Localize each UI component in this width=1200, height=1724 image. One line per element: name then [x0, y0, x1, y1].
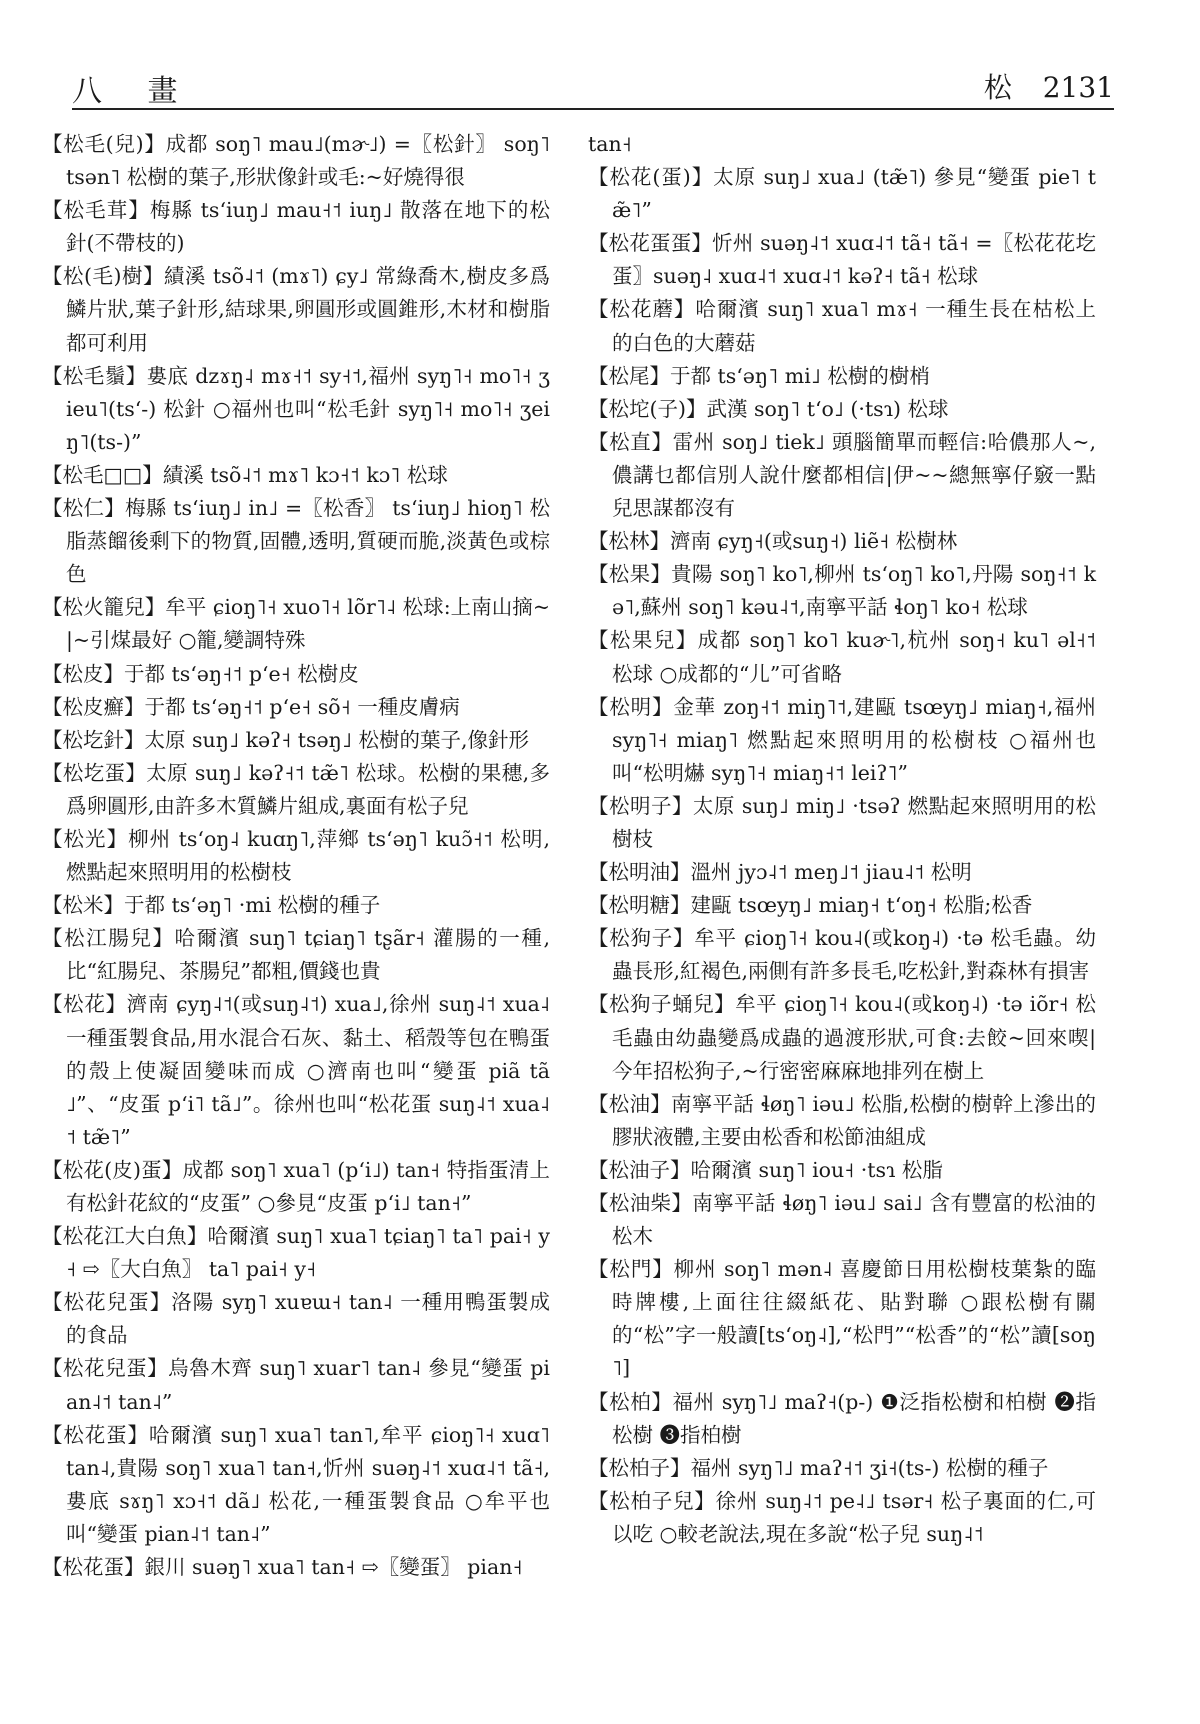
dictionary-entry: 【松果】貴陽 soŋ˥ ko˥,柳州 tsʻoŋ˥ ko˥,丹陽 soŋ˧˦ kə˥,蘇州 soŋ˥ kəu˨˦,南寧平話 ɬoŋ˥ ko˧ 松球: [588, 562, 1096, 620]
headword: 松: [983, 71, 1012, 104]
dictionary-entry: 【松圪針】太原 suŋ˩ kəʔ˧ tsəŋ˩ 松樹的葉子,像針形: [42, 727, 529, 752]
dictionary-entry: 【松明糖】建甌 tsœyŋ˩ miaŋ˧ tʻoŋ˧ 松脂;松香: [588, 893, 1033, 918]
dictionary-entry: 【松米】于都 tsʻəŋ˥ ·mi 松樹的種子: [42, 893, 381, 918]
dictionary-entry: 【松仁】梅縣 tsʻiuŋ˩ in˩ =〖松香〗 tsʻiuŋ˩ hioŋ˥ 松脂蒸餾後剩下的物質,固體,透明,質硬而脆,淡黃色或棕色: [42, 496, 550, 587]
left-column: [42, 128, 550, 1584]
dictionary-entry: 【松毛鬚】婁底 dzɤŋ˨ mɤ˧˦ sy˧˦,福州 syŋ˥˧ mo˥˧ ʒieu˥(tsʻ-) 松針 ○福州也叫“松毛針 syŋ˥˧ mo˥˧ ʒeiŋ˥(ts-)”: [42, 363, 550, 454]
right-column: [588, 128, 1096, 1551]
dictionary-entry: 【松花蛋】哈爾濱 suŋ˥ xua˥ tan˥,牟平 ɕioŋ˥˧ xuɑ˥ tan˨,貴陽 soŋ˥ xua˥ tan˧,忻州 suəŋ˨˦ xuɑ˨˦ tã˧,婁底 sɤŋ˥ xɔ˧˦ dã˩ 松花,一種蛋製食品 ○牟平也叫“變蛋 pian˨˦ tan˨”: [42, 1422, 550, 1546]
dictionary-entry: 【松花蛋】銀川 suəŋ˥ xua˥ tan˧ ⇨〖變蛋〗 pian˧: [42, 1555, 523, 1580]
dictionary-entry: 【松油柴】南寧平話 ɬøŋ˥ iəu˩ sai˩ 含有豐富的松油的松木: [588, 1191, 1096, 1249]
dictionary-entry: 【松皮癬】于都 tsʻəŋ˧˦ pʻe˧ sõ˧ 一種皮膚病: [42, 694, 460, 719]
dictionary-entry: tan˧: [588, 132, 632, 156]
dictionary-entry: 【松明子】太原 suŋ˩ miŋ˩ ·tsəʔ 燃點起來照明用的松樹枝: [588, 793, 1096, 851]
dictionary-entry: 【松花蘑】哈爾濱 suŋ˥ xua˥ mɤ˧ 一種生長在枯松上的白色的大蘑菇: [588, 297, 1096, 355]
dictionary-entry: 【松林】濟南 ɕyŋ˧(或suŋ˧) liẽ˧ 松樹林: [588, 529, 958, 554]
page-number: 2131: [1042, 71, 1114, 104]
dictionary-entry: 【松狗子蛹兒】牟平 ɕioŋ˥˧ kou˨(或koŋ˨) ·tə iõr˧ 松毛蟲由幼蟲變爲成蟲的過渡形狀,可食:去餃~回來喫|今年招松狗子,~行密密麻麻地排列在樹上: [588, 992, 1096, 1083]
dictionary-entry: 【松柏子】福州 syŋ˥˩ maʔ˧˦ ʒi˧(ts-) 松樹的種子: [588, 1455, 1049, 1480]
page-header: [72, 56, 1114, 110]
dictionary-entry: 【松油】南寧平話 ɬøŋ˥ iəu˩ 松脂,松樹的樹幹上滲出的膠狀液體,主要由松香和松節油組成: [588, 1091, 1096, 1149]
dictionary-entry: 【松花江大白魚】哈爾濱 suŋ˥ xua˥ tɕiaŋ˥ ta˥ pai˧ y˧ ⇨〖大白魚〗 ta˥ pai˧ y˧: [42, 1224, 550, 1282]
dictionary-entry: 【松花蛋蛋】忻州 suəŋ˨˦ xuɑ˨˦ tã˧ tã˧ =〖松花花圪蛋〗suəŋ˨ xuɑ˨˦ xuɑ˨˦ kəʔ˧ tã˧ 松球: [588, 231, 1096, 289]
dictionary-entry: 【松明油】溫州 jyɔ˨˦ meŋ˩˦ jiau˨˦ 松明: [588, 860, 972, 885]
dictionary-entry: 【松柏子兒】徐州 suŋ˨˦ pe˨˩ tsər˧ 松子裏面的仁,可以吃 ○較老說法,現在多說“松子兒 suŋ˨˦: [588, 1488, 1096, 1546]
dictionary-entry: 【松花(皮)蛋】成都 soŋ˥ xua˥ (pʻi˩) tan˧ 特指蛋清上有松針花紋的“皮蛋” ○參見“皮蛋 pʻi˩ tan˧”: [42, 1157, 550, 1215]
dictionary-entry: 【松毛茸】梅縣 tsʻiuŋ˩ mau˧˦ iuŋ˩ 散落在地下的松針(不帶枝的): [42, 198, 550, 256]
dictionary-entry: 【松圪蛋】太原 suŋ˩ kəʔ˧˦ tæ̃˥ 松球。松樹的果穗,多爲卵圓形,由許多木質鱗片組成,裏面有松子兒: [42, 760, 550, 818]
dictionary-entry: 【松皮】于都 tsʻəŋ˧˦ pʻe˧ 松樹皮: [42, 661, 359, 686]
dictionary-entry: 【松光】柳州 tsʻoŋ˨ kuɑŋ˥,萍鄉 tsʻəŋ˥ kuɔ̃˧˦ 松明,燃點起來照明用的松樹枝: [42, 826, 550, 885]
dictionary-entry: 【松(毛)樹】績溪 tsõ˨˦ (mɤ˥) ɕy˩ 常綠喬木,樹皮多爲鱗片狀,葉子針形,結球果,卵圓形或圓錐形,木材和樹脂都可利用: [42, 264, 550, 355]
dictionary-entry: 【松火籠兒】牟平 ɕioŋ˥˧ xuo˥˧ lõr˥˨ 松球:上南山摘~|~引煤最好 ○籠,變調特殊: [42, 595, 550, 653]
dictionary-entry: 【松花兒蛋】洛陽 syŋ˥ xuɐɯ˧ tan˨ 一種用鴨蛋製成的食品: [42, 1290, 550, 1348]
dictionary-entry: 【松毛(兒)】成都 soŋ˥ mau˩(mɚ˩) =〖松針〗 soŋ˥ tsən˥ 松樹的葉子,形狀像針或毛:~好燒得很: [42, 132, 550, 190]
dictionary-entry: 【松直】雷州 soŋ˩ tiek˩ 頭腦簡單而輕信:哈儂那人~,儂講乜都信別人說什麼都相信|伊~~總無寧仔竅一點兒思謀都沒有: [588, 429, 1096, 521]
section-title: 八 畫: [72, 74, 196, 109]
dictionary-entry: 【松花】濟南 ɕyŋ˨˦(或suŋ˨˦) xua˩,徐州 suŋ˨˦ xua˨ 一種蛋製食品,用水混合石灰、黏土、稻殼等包在鴨蛋的殼上使凝固變味而成 ○濟南也叫“變蛋 piã tã˩”、“皮蛋 pʻi˥ tã˩”。徐州也叫“松花蛋 suŋ˨˦ xua˨˦ tæ̃˥”: [42, 992, 550, 1149]
dictionary-entry: 【松門】柳州 soŋ˥ mən˨ 喜慶節日用松樹枝葉紮的臨時牌樓,上面往往綴紙花、貼對聯 ○跟松樹有關的“松”字一般讀[tsʻoŋ˨],“松門”“松香”的“松”讀[soŋ˥]: [588, 1257, 1096, 1381]
dictionary-entry: 【松柏】福州 syŋ˥˩ maʔ˧(p-) ❶泛指松樹和柏樹 ❷指松樹 ❸指柏樹: [588, 1389, 1096, 1447]
dictionary-entry: 【松狗子】牟平 ɕioŋ˥˧ kou˨(或koŋ˨) ·tə 松毛蟲。幼蟲長形,紅褐色,兩側有許多長毛,吃松針,對森林有損害: [588, 926, 1096, 984]
dictionary-entry: 【松尾】于都 tsʻəŋ˥ mi˩ 松樹的樹梢: [588, 363, 930, 388]
dictionary-entry: 【松花(蛋)】太原 suŋ˩ xua˩ (tæ̃˥) 參見“變蛋 pie˥ tæ̃˥”: [588, 165, 1096, 223]
dictionary-entry: 【松油子】哈爾濱 suŋ˥ iou˧ ·tsɿ 松脂: [588, 1157, 943, 1182]
running-head: [984, 66, 1114, 106]
dictionary-entry: 【松毛□□】績溪 tsõ˨˦ mɤ˥ kɔ˧˦ kɔ˥ 松球: [42, 462, 448, 487]
dictionary-entry: 【松明】金華 zoŋ˧˦ miŋ˥˦,建甌 tsœyŋ˩ miaŋ˧,福州 syŋ˥˧ miaŋ˥ 燃點起來照明用的松樹枝 ○福州也叫“松明爀 syŋ˥˧ miaŋ˧˦ leiʔ˥”: [588, 694, 1096, 785]
dictionary-entry: 【松花兒蛋】烏魯木齊 suŋ˥ xuar˥ tan˨ 參見“變蛋 pian˨˦ tan˨”: [42, 1356, 550, 1414]
dictionary-entry: 【松果兒】成都 soŋ˥ ko˥ kuɚ˥,杭州 soŋ˧ ku˥ əl˧˦ 松球 ○成都的“儿”可省略: [588, 628, 1096, 686]
dictionary-entry: 【松坨(子)】武漢 soŋ˥ tʻo˩ (·tsɿ) 松球: [588, 396, 949, 421]
dictionary-entry: 【松江腸兒】哈爾濱 suŋ˥ tɕiaŋ˥ tʂãr˧ 灌腸的一種,比“紅腸兒、茶腸兒”都粗,價錢也貴: [42, 926, 550, 984]
